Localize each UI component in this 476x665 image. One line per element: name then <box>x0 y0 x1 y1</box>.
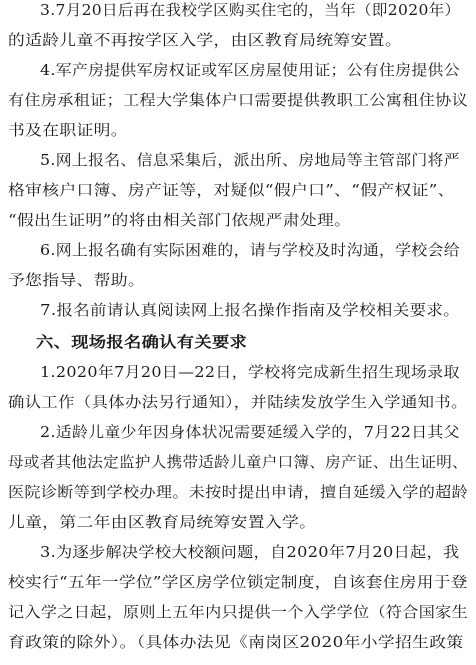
paragraph-4-line-1: 4.军产房提供军房权证或军区房屋使用证；公有住房提供公 <box>40 62 460 79</box>
item-1-line-2: 确认工作（具体办法另行通知），并陆续发放学生入学通知书。 <box>8 394 468 411</box>
item-2-line-3: 医院诊断等到学校办理。未按时提出申请，擅自延缓入学的超龄 <box>8 484 469 501</box>
paragraph-3-line-1: 3.7月20日后再在我校学区购买住宅的，当年（即2020年） <box>40 2 461 19</box>
paragraph-7-line-1: 7.报名前请认真阅读网上报名操作指南及学校相关要求。 <box>40 302 460 319</box>
paragraph-3-line-2: 的适龄儿童不再按学区入学，由区教育局统筹安置。 <box>8 32 402 49</box>
paragraph-5-line-1: 5.网上报名、信息采集后，派出所、房地局等主管部门将严 <box>40 152 460 169</box>
paragraph-4-line-3: 书及在职证明。 <box>8 122 128 139</box>
item-3-line-4: 育政策的除外）。（具体办法见《南岗区2020年小学招生政策 <box>8 634 464 651</box>
paragraph-5-line-2: 格审核户口簿、房产证等，对疑似“假户口”、“假产权证”、 <box>8 182 455 199</box>
paragraph-4-line-2: 有住房承租证；工程大学集体户口需要提供教职工公寓租住协议 <box>8 92 469 109</box>
paragraph-6-line-1: 6.网上报名确有实际困难的，请与学校及时沟通，学校会给 <box>40 242 460 259</box>
item-3-line-2: 校实行“五年一学位”学区房学位锁定制度，自该套住房用于登 <box>8 574 468 591</box>
item-3-line-3: 记入学之日起，原则上五年内只提供一个入学学位（符合国家生 <box>8 604 469 621</box>
item-2-line-1: 2.适龄儿童少年因身体状况需要延缓入学的，7月22日其父 <box>40 424 460 441</box>
section-heading: 六、现场报名确认有关要求 <box>36 333 248 351</box>
paragraph-5-line-3: “假出生证明”的将由相关部门依规严肃处理。 <box>8 212 352 229</box>
item-2-line-4: 儿童，第二年由区教育局统筹安置入学。 <box>8 514 317 531</box>
item-2-line-2: 母或者其他法定监护人携带适龄儿童户口簿、房产证、出生证明、 <box>8 454 468 471</box>
item-3-line-1: 3.为逐步解决学校大校额问题，自2020年7月20日起，我 <box>40 544 460 561</box>
paragraph-6-line-2: 予您指导、帮助。 <box>8 272 146 289</box>
item-1-line-1: 1.2020年7月20日—22日，学校将完成新生招生现场录取 <box>40 364 460 381</box>
